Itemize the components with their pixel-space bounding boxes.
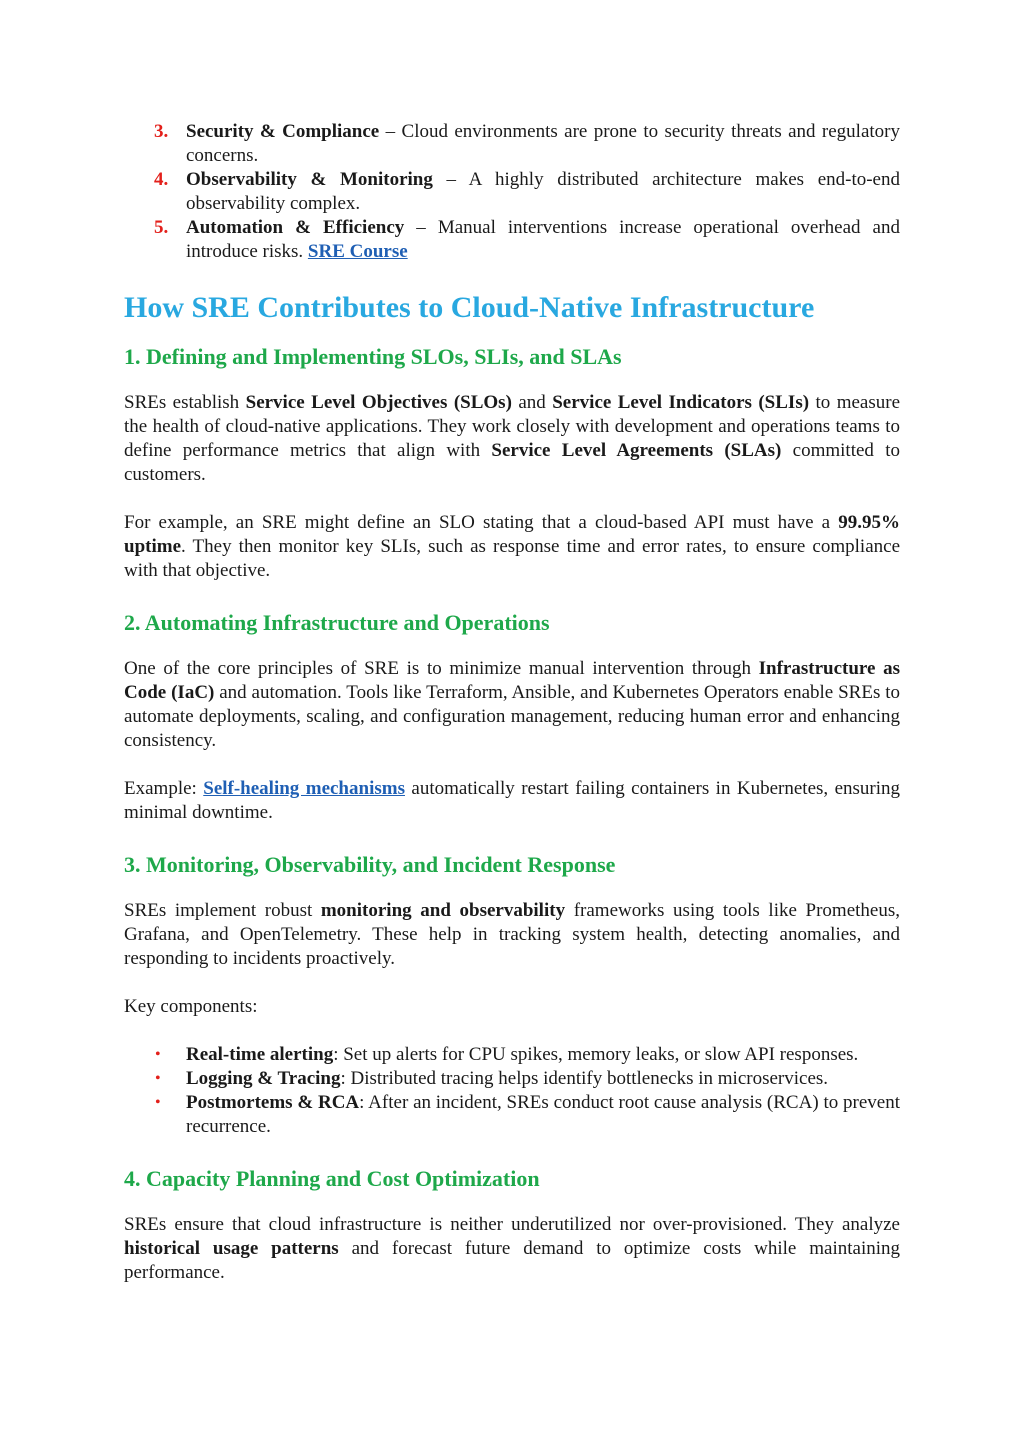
bullet-icon: • — [155, 1046, 161, 1063]
list-item-text: – Manual interventions increase operational overhead and introduce risks. — [186, 217, 900, 262]
key-components-label: Key components: — [124, 996, 258, 1017]
list-number: 5. — [154, 217, 169, 238]
section-3-paragraph-1: SREs implement robust monitoring and observability frameworks using tools like Prometheus, Grafana, and OpenTelemetry. These help in tracking system health, detecting anomalies, and responding to incidents proactively. — [124, 900, 900, 969]
section-4-paragraph-1: SREs ensure that cloud infrastructure is neither underutilized nor over-provisioned. They analyze historical usage patterns and forecast future demand to optimize costs while maintaining performance. — [124, 1214, 900, 1283]
document-body — [124, 120, 900, 1285]
section-4-heading: 4. Capacity Planning and Cost Optimization — [124, 1166, 540, 1191]
list-item-term: Automation & Efficiency — [186, 217, 405, 238]
section-2-paragraph-2: Example: Self-healing mechanisms automatically restart failing containers in Kubernetes, ensuring minimal downtime. — [124, 778, 901, 823]
challenges-list — [124, 120, 900, 264]
section-2-heading: 2. Automating Infrastructure and Operations — [124, 610, 550, 635]
section-1-heading: 1. Defining and Implementing SLOs, SLIs, and SLAs — [124, 344, 622, 369]
bullet-icon: • — [155, 1094, 161, 1111]
section-3-heading: 3. Monitoring, Observability, and Incident Response — [124, 852, 616, 877]
list-item — [124, 216, 900, 264]
self-healing-link[interactable]: Self-healing mechanisms — [203, 778, 405, 799]
list-number: 3. — [154, 121, 169, 142]
list-item: • Logging & Tracing: Distributed tracing helps identify bottlenecks in microservices. — [155, 1068, 829, 1089]
key-components-list — [124, 1043, 900, 1139]
list-item — [124, 168, 900, 216]
section-2-paragraph-1: One of the core principles of SRE is to minimize manual intervention through Infrastructure as Code (IaC) and automation. Tools like Terraform, Ansible, and Kubernetes Operators enable SREs to automate deployments, scaling, and configuration management, reducing human error and enhancing consistency. — [124, 658, 900, 751]
list-item-term: Security & Compliance — [186, 121, 380, 142]
section-1-paragraph-1: SREs establish Service Level Objectives (SLOs) and Service Level Indicators (SLIs) to measure the health of cloud-native applications. They work closely with development and operations teams to define performance metrics that align with Service Level Agreements (SLAs) committed to customers. — [124, 392, 901, 485]
list-item: • Real-time alerting: Set up alerts for CPU spikes, memory leaks, or slow API responses. — [155, 1044, 859, 1065]
list-item-term: Observability & Monitoring — [186, 169, 433, 190]
list-item-text: – Cloud environments are prone to security threats and regulatory concerns. — [186, 121, 900, 166]
bullet-icon: • — [155, 1070, 161, 1087]
list-item — [124, 120, 900, 168]
main-heading: How SRE Contributes to Cloud-Native Infrastructure — [124, 291, 815, 324]
list-item-text: – A highly distributed architecture makes end-to-end observability complex. — [186, 169, 900, 214]
sre-course-link[interactable]: SRE Course — [307, 241, 408, 262]
list-number: 4. — [154, 169, 169, 190]
section-1-paragraph-2: For example, an SRE might define an SLO stating that a cloud-based API must have a 99.95% uptime. They then monitor key SLIs, such as response time and error rates, to ensure compliance with that objective. — [124, 512, 900, 581]
list-item: • Postmortems & RCA: After an incident, SREs conduct root cause analysis (RCA) to prevent recurrence. — [155, 1092, 900, 1137]
